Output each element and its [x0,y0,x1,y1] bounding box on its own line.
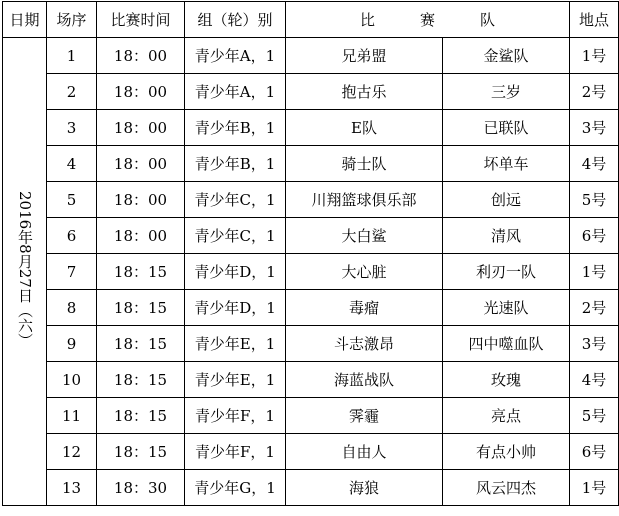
venue-cell: 3号 [570,326,619,362]
venue-cell: 2号 [570,74,619,110]
schedule-table [2,1,619,506]
team-a-cell: 大心脏 [286,254,443,290]
time-cell: 18：15 [97,326,185,362]
header-row [3,2,619,38]
match-no-cell: 4 [47,146,97,182]
team-b-cell: 三岁 [443,74,570,110]
match-no-cell: 10 [47,362,97,398]
time-cell: 18：15 [97,290,185,326]
header-group: 组（轮）别 [185,2,286,38]
team-a-cell: 斗志激昂 [286,326,443,362]
team-a-cell: 兄弟盟 [286,38,443,74]
group-cell: 青少年F，1 [185,434,286,470]
team-b-cell: 已联队 [443,110,570,146]
match-no-cell: 7 [47,254,97,290]
group-cell: 青少年A，1 [185,74,286,110]
team-a-cell: 大白鲨 [286,218,443,254]
match-no-cell: 3 [47,110,97,146]
venue-cell: 3号 [570,110,619,146]
table-row [3,290,619,326]
schedule-body [3,38,619,506]
table-row [3,434,619,470]
table-row [3,470,619,506]
match-no-cell: 12 [47,434,97,470]
team-b-cell: 利刃一队 [443,254,570,290]
team-b-cell: 亮点 [443,398,570,434]
team-a-cell: 川翔篮球俱乐部 [286,182,443,218]
header-time: 比赛时间 [97,2,185,38]
team-a-cell: 海蓝战队 [286,362,443,398]
header-venue: 地点 [570,2,619,38]
venue-cell: 5号 [570,398,619,434]
venue-cell: 1号 [570,254,619,290]
team-a-cell: E队 [286,110,443,146]
team-b-cell: 玫瑰 [443,362,570,398]
group-cell: 青少年C，1 [185,182,286,218]
team-b-cell: 创远 [443,182,570,218]
venue-cell: 2号 [570,290,619,326]
group-cell: 青少年B，1 [185,146,286,182]
match-no-cell: 1 [47,38,97,74]
team-a-cell: 自由人 [286,434,443,470]
venue-cell: 4号 [570,362,619,398]
venue-cell: 6号 [570,218,619,254]
table-row [3,254,619,290]
team-a-cell: 霁霾 [286,398,443,434]
table-row [3,146,619,182]
group-cell: 青少年A，1 [185,38,286,74]
venue-cell: 4号 [570,146,619,182]
time-cell: 18：00 [97,182,185,218]
time-cell: 18：00 [97,146,185,182]
table-row [3,110,619,146]
group-cell: 青少年E，1 [185,362,286,398]
team-b-cell: 有点小帅 [443,434,570,470]
time-cell: 18：00 [97,218,185,254]
header-date: 日期 [3,2,47,38]
team-b-cell: 坏单车 [443,146,570,182]
team-b-cell: 清风 [443,218,570,254]
table-row [3,398,619,434]
header-match-no: 场序 [47,2,97,38]
time-cell: 18：15 [97,362,185,398]
table-row [3,326,619,362]
team-b-cell: 四中噬血队 [443,326,570,362]
match-no-cell: 13 [47,470,97,506]
team-b-cell: 风云四杰 [443,470,570,506]
time-cell: 18：00 [97,38,185,74]
time-cell: 18：15 [97,434,185,470]
venue-cell: 5号 [570,182,619,218]
team-b-cell: 金鲨队 [443,38,570,74]
date-cell [3,38,47,506]
time-cell: 18：00 [97,110,185,146]
venue-cell: 6号 [570,434,619,470]
table-row [3,74,619,110]
group-cell: 青少年F，1 [185,398,286,434]
match-no-cell: 11 [47,398,97,434]
time-cell: 18：15 [97,398,185,434]
time-cell: 18：00 [97,74,185,110]
match-no-cell: 9 [47,326,97,362]
table-row [3,362,619,398]
time-cell: 18：15 [97,254,185,290]
team-a-cell: 海狼 [286,470,443,506]
match-no-cell: 6 [47,218,97,254]
team-b-cell: 光速队 [443,290,570,326]
group-cell: 青少年E，1 [185,326,286,362]
group-cell: 青少年B，1 [185,110,286,146]
time-cell: 18：30 [97,470,185,506]
table-row [3,182,619,218]
match-no-cell: 8 [47,290,97,326]
match-no-cell: 2 [47,74,97,110]
team-a-cell: 骑士队 [286,146,443,182]
group-cell: 青少年D，1 [185,254,286,290]
date-label: 2016年8月27日（六） [16,191,34,348]
table-row [3,38,619,74]
table-row [3,218,619,254]
match-no-cell: 5 [47,182,97,218]
venue-cell: 1号 [570,470,619,506]
group-cell: 青少年G，1 [185,470,286,506]
group-cell: 青少年D，1 [185,290,286,326]
venue-cell: 1号 [570,38,619,74]
team-a-cell: 毒瘤 [286,290,443,326]
team-a-cell: 抱古乐 [286,74,443,110]
header-teams: 比 赛 队 [286,2,570,38]
group-cell: 青少年C，1 [185,218,286,254]
